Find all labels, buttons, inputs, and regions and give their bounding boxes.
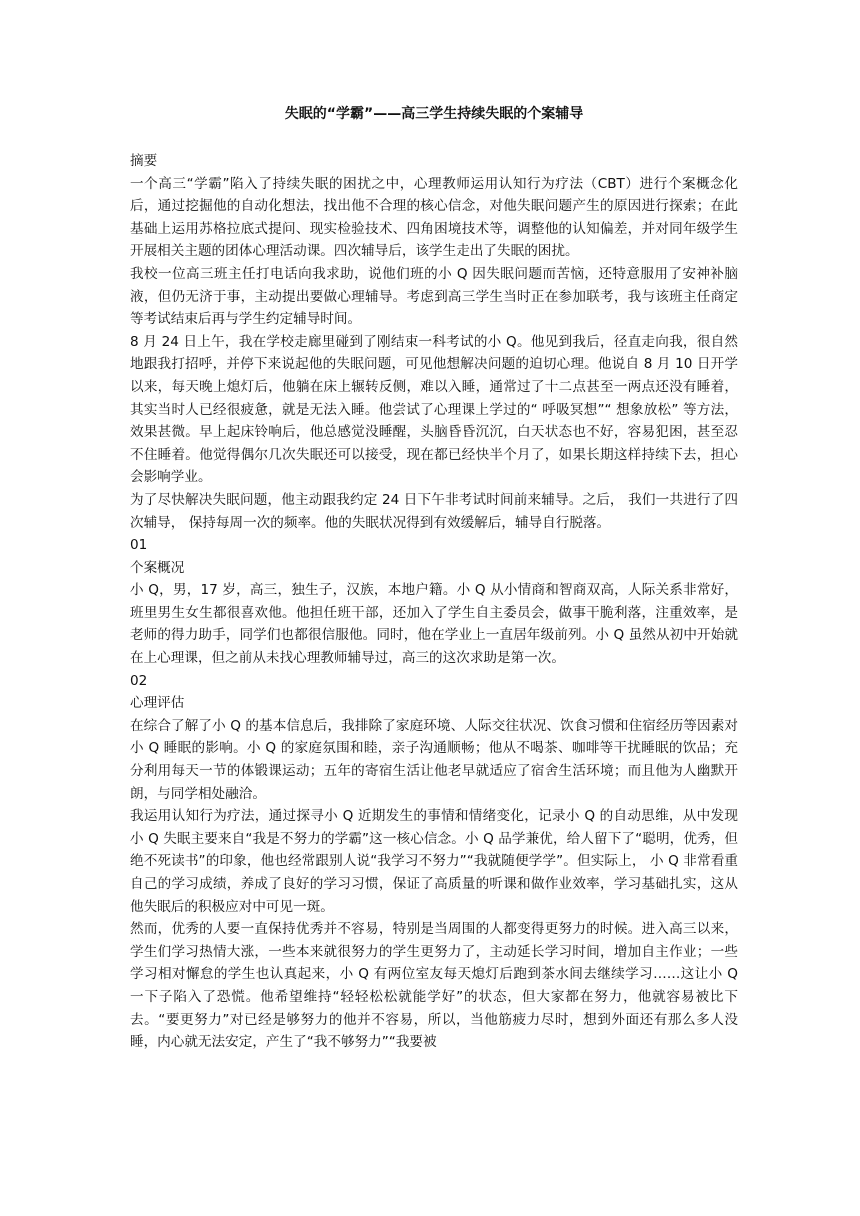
section-number: 02 <box>130 672 148 689</box>
section-heading-case-overview: 个案概况 <box>130 559 185 576</box>
paragraph: 8 月 24 日上午，我在学校走廊里碰到了刚结束一科考试的小 Q。他见到我后，径直走向我，很自然地跟我打招呼，并停下来说起他的失眠问题，可见他想解决问题的迫切心理。他说自 8 月 10 日开学以来，每天晚上熄灯后，他躺在床上辗转反侧，难以入睡，通常过了十二点甚至一两点还没有睡着，其实当时人已经很疲惫，就是无法入睡。他尝试了心理课上学过的“ 呼吸冥想”“ 想象放松” 等方法， 效果甚微。早上起床铃响后，他总感觉没睡醒，头脑昏昏沉沉，白天状态也不好，容易犯困，甚至忍不住睡着。他觉得偶尔几次失眠还可以接受，现在都已经快半个月了，如果长期这样持续下去，担心会影响学业。 <box>130 333 738 486</box>
paragraph: 我运用认知行为疗法，通过探寻小 Q 近期发生的事情和情绪变化，记录小 Q 的自动思维，从中发现小 Q 失眠主要来自“我是不努力的学霸”这一核心信念。小 Q 品学兼优，给人留下了“聪明，优秀，但绝不死读书”的印象，他也经常跟别人说“我学习不努力”“我就随便学学”。但实际上， 小 Q 非常看重自己的学习成绩，养成了良好的学习习惯，保证了高质量的听课和做作业效率，学习基础扎实，这从他失眠后的积极应对中可见一斑。 <box>130 808 738 915</box>
paragraph-abstract: 一个高三“学霸”陷入了持续失眠的困扰之中，心理教师运用认知行为疗法（CBT）进行个案概念化后，通过挖掘他的自动化想法，找出他不合理的核心信念，对他失眠问题产生的原因进行探索；在此基础上运用苏格拉底式提问、现实检验技术、四角困境技术等，调整他的认知偏差，并对同年级学生开展相关主题的团体心理活动课。四次辅导后，该学生走出了失眠的困扰。 <box>130 175 738 260</box>
document-body <box>130 150 738 1054</box>
paragraph: 在综合了解了小 Q 的基本信息后，我排除了家庭环境、人际交往状况、饮食习惯和住宿经历等因素对小 Q 睡眠的影响。小 Q 的家庭氛围和睦，亲子沟通顺畅；他从不喝茶、咖啡等干扰睡眠的饮品；充分利用每天一节的体锻课运动；五年的寄宿生活让他老早就适应了宿舍生活环境；而且他为人幽默开朗，与同学相处融洽。 <box>130 717 738 802</box>
paragraph: 我校一位高三班主任打电话向我求助，说他们班的小 Q 因失眠问题而苦恼，还特意服用了安神补脑液，但仍无济于事，主动提出要做心理辅导。考虑到高三学生当时正在参加联考，我与该班主任商定等考试结束后再与学生约定辅导时间。 <box>130 265 738 328</box>
section-heading-assessment: 心理评估 <box>130 695 185 712</box>
paragraph: 然而，优秀的人要一直保持优秀并不容易，特别是当周围的人都变得更努力的时候。进入高三以来，学生们学习热情大涨，一些本来就很努力的学生更努力了，主动延长学习时间，增加自主作业；一些学习相对懈怠的学生也认真起来，小 Q 有两位室友每天熄灯后跑到茶水间去继续学习……这让小 Q 一下子陷入了恐慌。他希望维持“轻轻松松就能学好”的状态，但大家都在努力，他就容易被比下去。“要更努力”对已经是够努力的他并不容易，所以，当他筋疲力尽时，想到外面还有那么多人没睡，内心就无法安定，产生了“我不够努力”“我要被 <box>130 921 738 1051</box>
document-title: 失眠的“学霸”——高三学生持续失眠的个案辅导 <box>284 106 584 122</box>
paragraph: 为了尽快解决失眠问题，他主动跟我约定 24 日下午非考试时间前来辅导。之后， 我们一共进行了四次辅导， 保持每周一次的频率。他的失眠状况得到有效缓解后，辅导自行脱落。 <box>130 491 738 531</box>
paragraph: 小 Q，男，17 岁，高三，独生子，汉族，本地户籍。小 Q 从小情商和智商双高，人际关系非常好，班里男生女生都很喜欢他。他担任班干部，还加入了学生自主委员会，做事干脆利落，注重效率，是老师的得力助手，同学们也都很信服他。同时，他在学业上一直居年级前列。小 Q 虽然从初中开始就在上心理课，但之前从未找心理教师辅导过，高三的这次求助是第一次。 <box>130 582 738 667</box>
section-number: 01 <box>130 537 148 554</box>
section-heading-abstract: 摘要 <box>130 153 158 169</box>
